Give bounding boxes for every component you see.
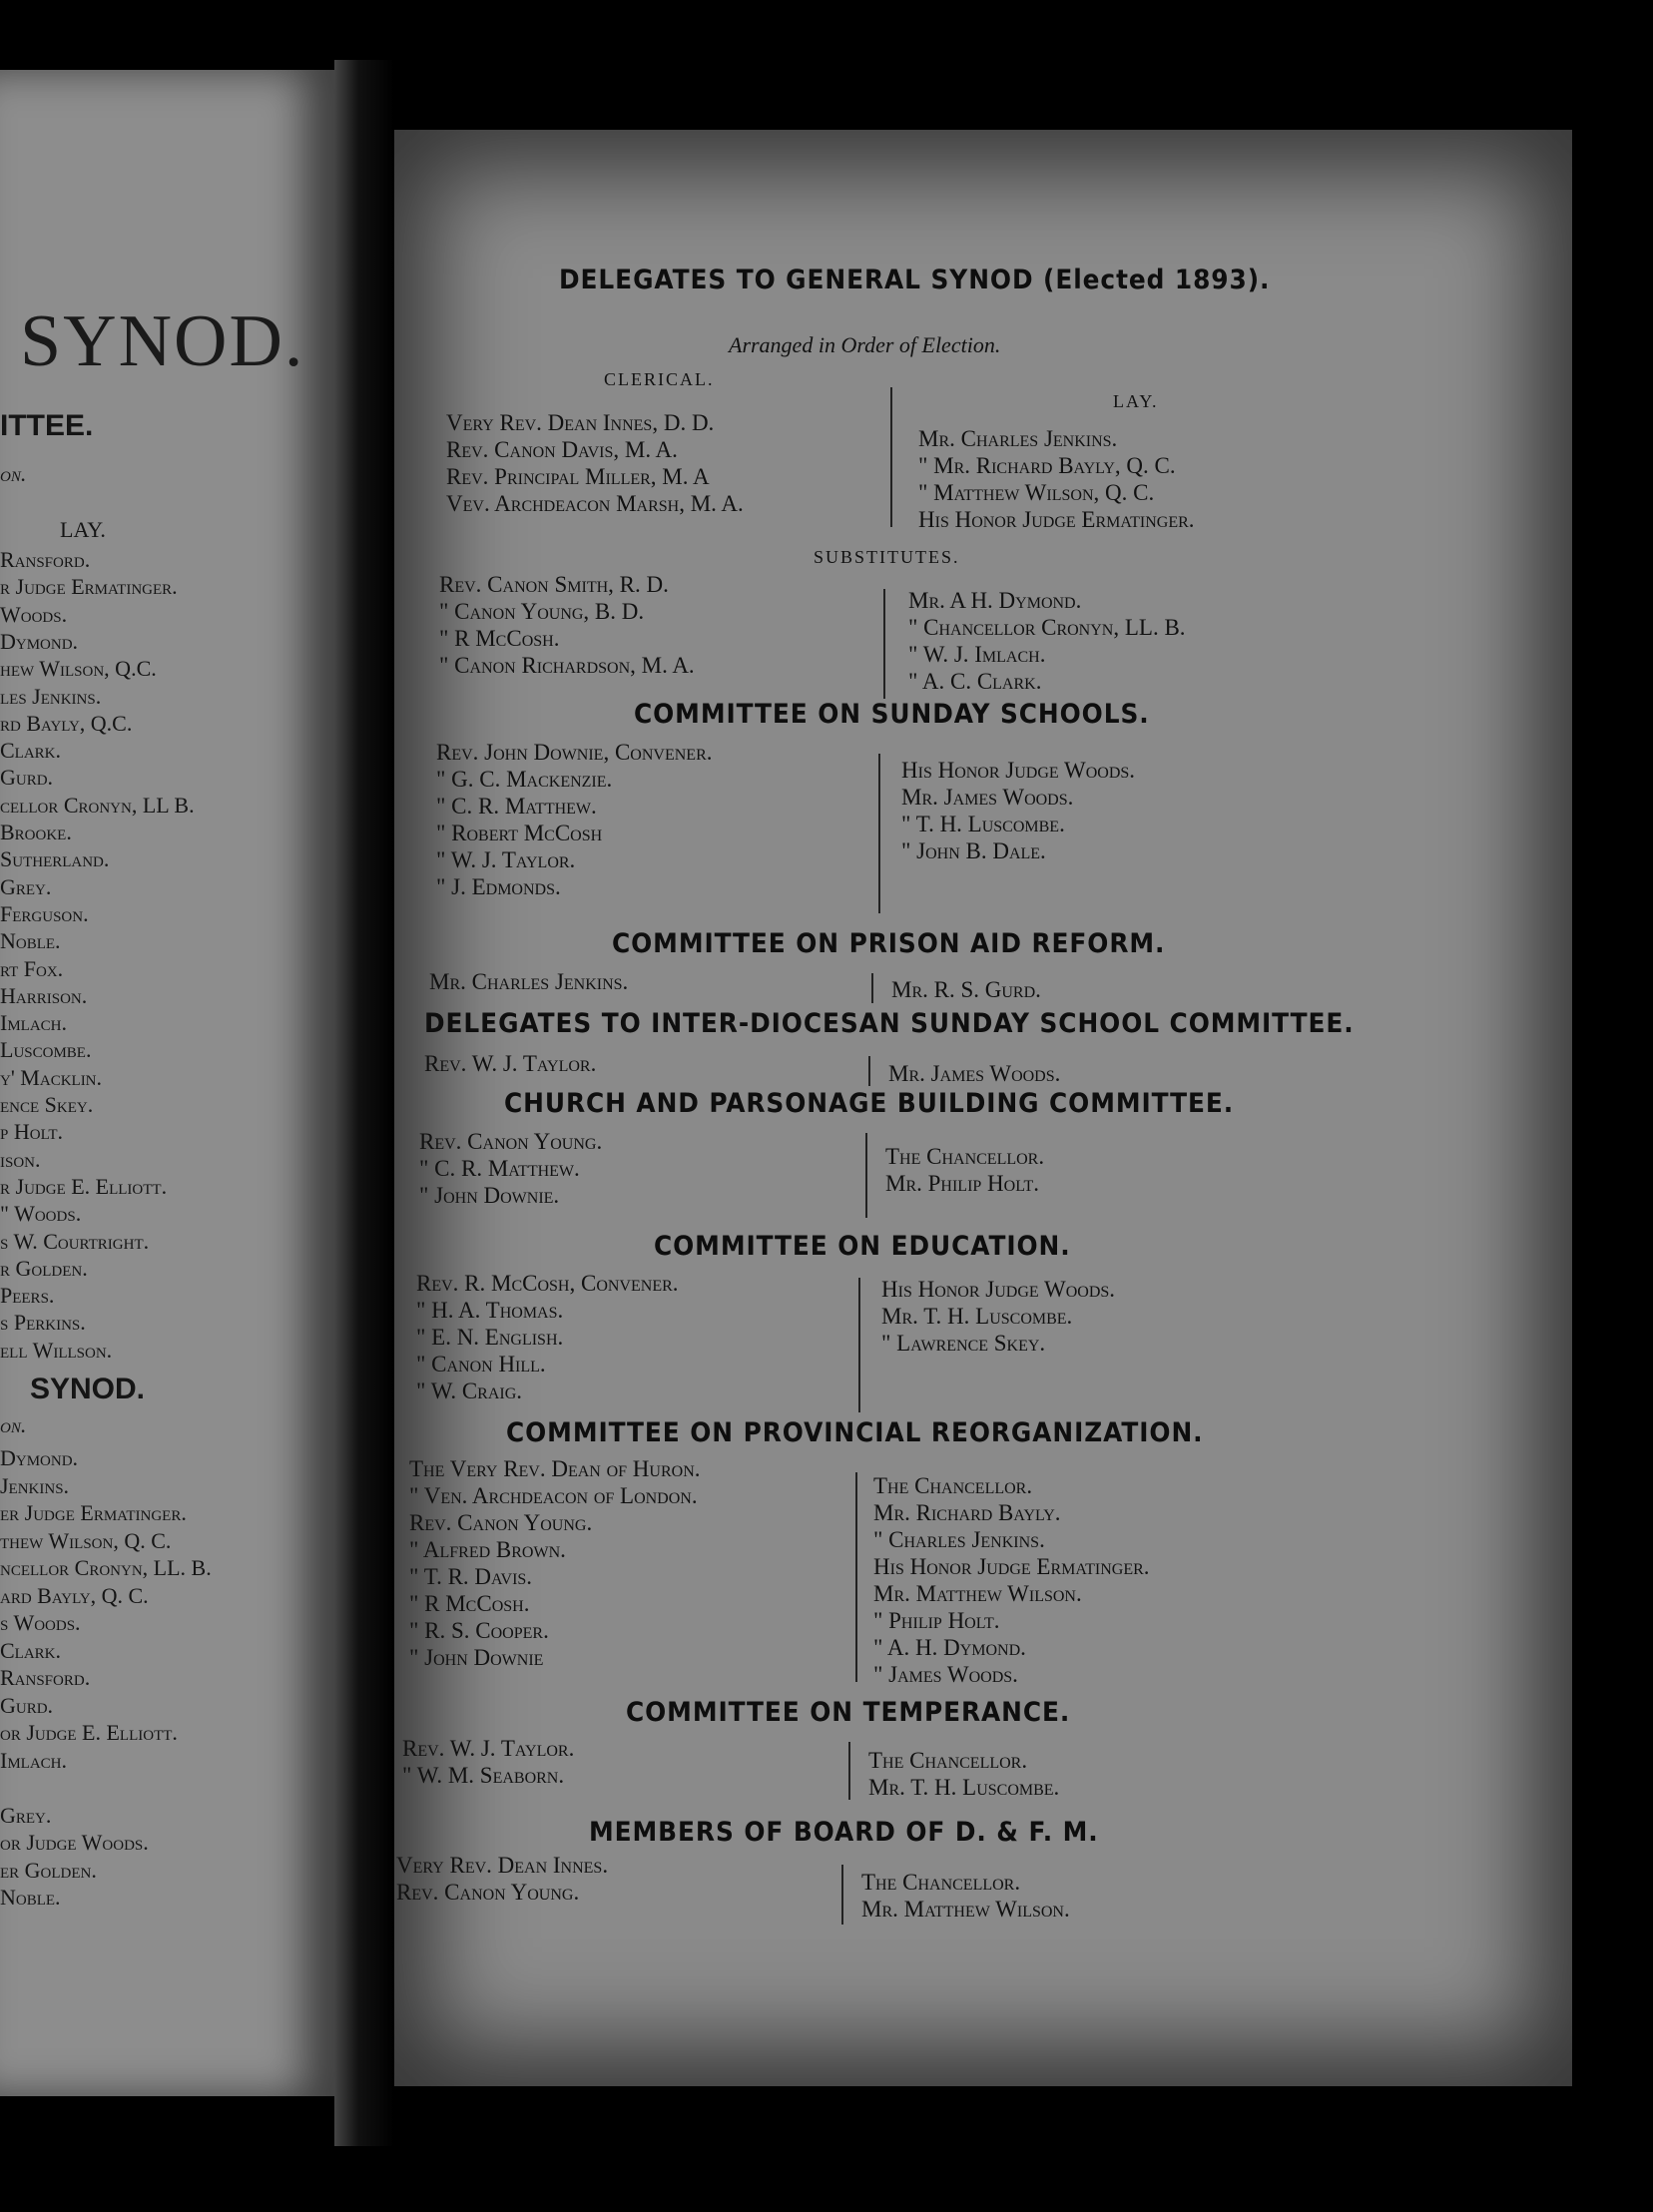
left-page-heading: ITTEE. [0, 409, 94, 442]
member-name: " J. Edmonds. [436, 874, 561, 899]
member-name: " R McCosh. [439, 626, 560, 651]
committee-clerical [409, 1455, 701, 1671]
member-name: " John Downie [409, 1645, 544, 1670]
section-title: COMMITTEE ON SUNDAY SCHOOLS. [634, 699, 1150, 730]
substitutes-label: SUBSTITUTES. [814, 547, 960, 567]
left-page-line: rt Fox. [0, 955, 64, 981]
section-title: DELEGATES TO GENERAL SYNOD (Elected 1893). [559, 265, 1271, 295]
member-name: " H. A. Thomas. [416, 1298, 564, 1323]
member-name: " R McCosh. [409, 1591, 530, 1616]
left-page-line: s W. Courtright. [0, 1228, 150, 1254]
section-title: MEMBERS OF BOARD OF D. & F. M. [589, 1817, 1099, 1848]
committee-clerical [416, 1270, 679, 1404]
left-page-line: ison. [0, 1146, 41, 1172]
clerical-substitutes [439, 571, 695, 679]
left-page-lay-label: LAY. [60, 517, 106, 542]
section-subtitle: Arranged in Order of Election. [729, 332, 1001, 357]
member-name: Rev. W. J. Taylor. [424, 1051, 597, 1076]
clerical-label: CLERICAL. [604, 369, 715, 389]
right-page [394, 130, 1572, 2086]
member-name: " W. J. Taylor. [436, 847, 576, 872]
member-name: " T. R. Davis. [409, 1564, 533, 1589]
left-page-line: Clark. [0, 1637, 62, 1663]
lay-substitutes [908, 587, 1186, 695]
left-page-line: Grey. [0, 873, 52, 899]
member-name: " Mr. Richard Bayly, Q. C. [918, 453, 1176, 478]
member-name: Mr. R. S. Gurd. [891, 977, 1041, 1002]
left-page-line: r Judge Ermatinger. [0, 574, 178, 600]
left-page-line: Noble. [0, 928, 61, 954]
left-page-line: rd Bayly, Q.C. [0, 710, 133, 736]
left-page-line: ell Willson. [0, 1337, 113, 1363]
member-name: " E. N. English. [416, 1325, 564, 1350]
left-page-line: Luscombe. [0, 1037, 92, 1063]
committee-lay [891, 976, 1041, 1003]
member-name: Rev. W. J. Taylor. [402, 1736, 575, 1761]
committee-lay [861, 1869, 1070, 1923]
column-divider [841, 1865, 843, 1925]
left-page-line: Gurd. [0, 1692, 54, 1718]
member-name: " Philip Holt. [873, 1608, 1000, 1633]
member-name: Mr. Philip Holt. [885, 1171, 1040, 1196]
left-page-line: Sutherland. [0, 846, 110, 872]
left-page-line: p Holt. [0, 1119, 64, 1145]
member-name: Rev. R. McCosh, Convener. [416, 1271, 679, 1296]
left-page-line: Imlach. [0, 1010, 67, 1036]
member-name: His Honor Judge Ermatinger. [873, 1554, 1150, 1579]
left-page-line: Noble. [0, 1885, 61, 1910]
member-name: The Very Rev. Dean of Huron. [409, 1456, 701, 1481]
committee-clerical [419, 1128, 602, 1209]
left-page-line: ence Skey. [0, 1092, 94, 1117]
committee-lay [881, 1276, 1115, 1357]
left-page-line: ncellor Cronyn, LL. B. [0, 1555, 212, 1580]
column-divider [865, 1133, 867, 1218]
left-page-line: Dymond. [0, 628, 79, 654]
committee-clerical [396, 1852, 608, 1906]
left-page-line: Brooke. [0, 820, 72, 844]
left-page-line: Imlach. [0, 1747, 67, 1773]
left-page-line: s Perkins. [0, 1310, 86, 1336]
left-page-line: Jenkins. [0, 1472, 70, 1498]
section-title: COMMITTEE ON TEMPERANCE. [626, 1697, 1071, 1728]
member-name: " Matthew Wilson, Q. C. [918, 480, 1155, 505]
left-page-line: y' Macklin. [0, 1064, 103, 1090]
member-name: Rev. Canon Davis, M. A. [446, 437, 678, 462]
member-name: " C. R. Matthew. [436, 794, 597, 819]
left-page-line: Dymond. [0, 1445, 79, 1470]
member-name: The Chancellor. [868, 1748, 1028, 1773]
committee-lay [873, 1472, 1150, 1688]
left-page-line: Harrison. [0, 982, 88, 1008]
committee-clerical [424, 1050, 596, 1077]
member-name: His Honor Judge Ermatinger. [918, 507, 1195, 532]
left-page-line: Ransford. [0, 547, 91, 572]
left-page-heading: SYNOD. [30, 1373, 146, 1405]
committee-lay [888, 1060, 1060, 1087]
committee-lay [885, 1143, 1044, 1197]
member-name: " Canon Hill. [416, 1352, 546, 1377]
member-name: " Ven. Archdeacon of London. [409, 1483, 698, 1508]
member-name: His Honor Judge Woods. [881, 1277, 1116, 1302]
member-name: Rev. Canon Smith, R. D. [439, 572, 669, 597]
member-name: Mr. James Woods. [888, 1061, 1061, 1086]
section-title: COMMITTEE ON EDUCATION. [654, 1231, 1071, 1262]
column-divider [868, 1056, 870, 1086]
member-name: " T. H. Luscombe. [901, 812, 1065, 836]
left-page-line: or Judge Woods. [0, 1830, 149, 1855]
section-title: CHURCH AND PARSONAGE BUILDING COMMITTEE. [504, 1088, 1235, 1119]
committee-clerical [429, 968, 628, 995]
left-page-line: hew Wilson, Q.C. [0, 656, 157, 682]
section-title: COMMITTEE ON PRISON AID REFORM. [612, 928, 1166, 959]
member-name: " C. R. Matthew. [419, 1156, 580, 1181]
committee-clerical [436, 739, 712, 900]
left-page [0, 70, 334, 2096]
member-name: The Chancellor. [861, 1870, 1021, 1895]
member-name: Rev. Canon Young. [396, 1880, 580, 1905]
left-page-line: thew Wilson, Q. C. [0, 1527, 172, 1553]
member-name: Mr. Matthew Wilson. [873, 1581, 1082, 1606]
member-name: " Lawrence Skey. [881, 1331, 1046, 1356]
member-name: Mr. T. H. Luscombe. [868, 1775, 1060, 1800]
committee-lay [868, 1747, 1059, 1801]
left-page-title: SYNOD. [20, 300, 305, 382]
member-name: " A. C. Clark. [908, 669, 1042, 694]
lay-label: LAY. [1113, 391, 1159, 411]
column-divider [871, 973, 873, 1003]
column-divider [858, 1278, 860, 1412]
member-name: Mr. Richard Bayly. [873, 1500, 1061, 1525]
member-name: " A. H. Dymond. [873, 1635, 1026, 1660]
committee-clerical [402, 1735, 574, 1789]
left-page-line: ard Bayly, Q. C. [0, 1582, 149, 1608]
member-name: Rev. Canon Young. [409, 1510, 593, 1535]
member-name: Mr. A H. Dymond. [908, 588, 1082, 613]
member-name: His Honor Judge Woods. [901, 758, 1136, 783]
left-page-line: Clark. [0, 738, 62, 764]
committee-lay [901, 757, 1135, 864]
left-page-line: r Golden. [0, 1255, 88, 1281]
left-page-line: er Golden. [0, 1857, 97, 1883]
column-divider [878, 754, 880, 913]
member-name: Very Rev. Dean Innes. [396, 1853, 609, 1878]
lay-delegates [918, 425, 1195, 533]
left-page-line: cellor Cronyn, LL B. [0, 792, 195, 818]
left-page-line: Woods. [0, 601, 68, 627]
member-name: Very Rev. Dean Innes, D. D. [446, 410, 715, 435]
member-name: " R. S. Cooper. [409, 1618, 549, 1643]
left-page-line: Ferguson. [0, 900, 89, 926]
member-name: Rev. John Downie, Convener. [436, 740, 713, 765]
left-page-line: les Jenkins. [0, 683, 102, 709]
left-page-line: er Judge Ermatinger. [0, 1500, 187, 1525]
member-name: Rev. Canon Young. [419, 1129, 603, 1154]
column-divider [883, 589, 885, 699]
member-name: " Charles Jenkins. [873, 1527, 1045, 1552]
member-name: " Alfred Brown. [409, 1537, 566, 1562]
member-name: The Chancellor. [885, 1144, 1045, 1169]
member-name: Mr. T. H. Luscombe. [881, 1304, 1073, 1329]
left-page-line: " Woods. [0, 1201, 82, 1227]
member-name: " G. C. Mackenzie. [436, 767, 613, 792]
member-name: Rev. Principal Miller, M. A [446, 464, 710, 489]
member-name: " James Woods. [873, 1662, 1018, 1687]
member-name: Mr. Charles Jenkins. [429, 969, 629, 994]
member-name: Vev. Archdeacon Marsh, M. A. [446, 491, 744, 516]
member-name: The Chancellor. [873, 1473, 1033, 1498]
column-divider [848, 1742, 850, 1800]
book-gutter [334, 60, 394, 2146]
member-name: " W. M. Seaborn. [402, 1763, 565, 1788]
column-divider [855, 1472, 857, 1682]
column-divider [890, 387, 892, 527]
member-name: Mr. James Woods. [901, 785, 1074, 810]
member-name: " W. Craig. [416, 1379, 523, 1403]
left-page-line: Grey. [0, 1802, 52, 1828]
left-page-line: or Judge E. Elliott. [0, 1720, 178, 1745]
left-page-line: s Woods. [0, 1610, 81, 1635]
left-page-subline: on. [0, 461, 27, 486]
left-page-line: Gurd. [0, 765, 54, 791]
member-name: Mr. Matthew Wilson. [861, 1897, 1070, 1922]
left-page-subline: on. [0, 1412, 27, 1437]
left-page-line: Peers. [0, 1283, 55, 1309]
clerical-delegates [446, 409, 744, 517]
member-name: " John Downie. [419, 1183, 560, 1208]
section-title: COMMITTEE ON PROVINCIAL REORGANIZATION. [506, 1417, 1204, 1448]
member-name: " W. J. Imlach. [908, 642, 1046, 667]
member-name: " Robert McCosh [436, 821, 603, 845]
left-page-line: r Judge E. Elliott. [0, 1173, 168, 1199]
member-name: " Canon Young, B. D. [439, 599, 645, 624]
member-name: " Chancellor Cronyn, LL. B. [908, 615, 1186, 640]
left-page-line: Ransford. [0, 1665, 91, 1690]
section-title: DELEGATES TO INTER-DIOCESAN SUNDAY SCHOOL COMMITTEE. [424, 1008, 1355, 1039]
member-name: " John B. Dale. [901, 838, 1046, 863]
member-name: Mr. Charles Jenkins. [918, 426, 1118, 451]
member-name: " Canon Richardson, M. A. [439, 653, 695, 678]
